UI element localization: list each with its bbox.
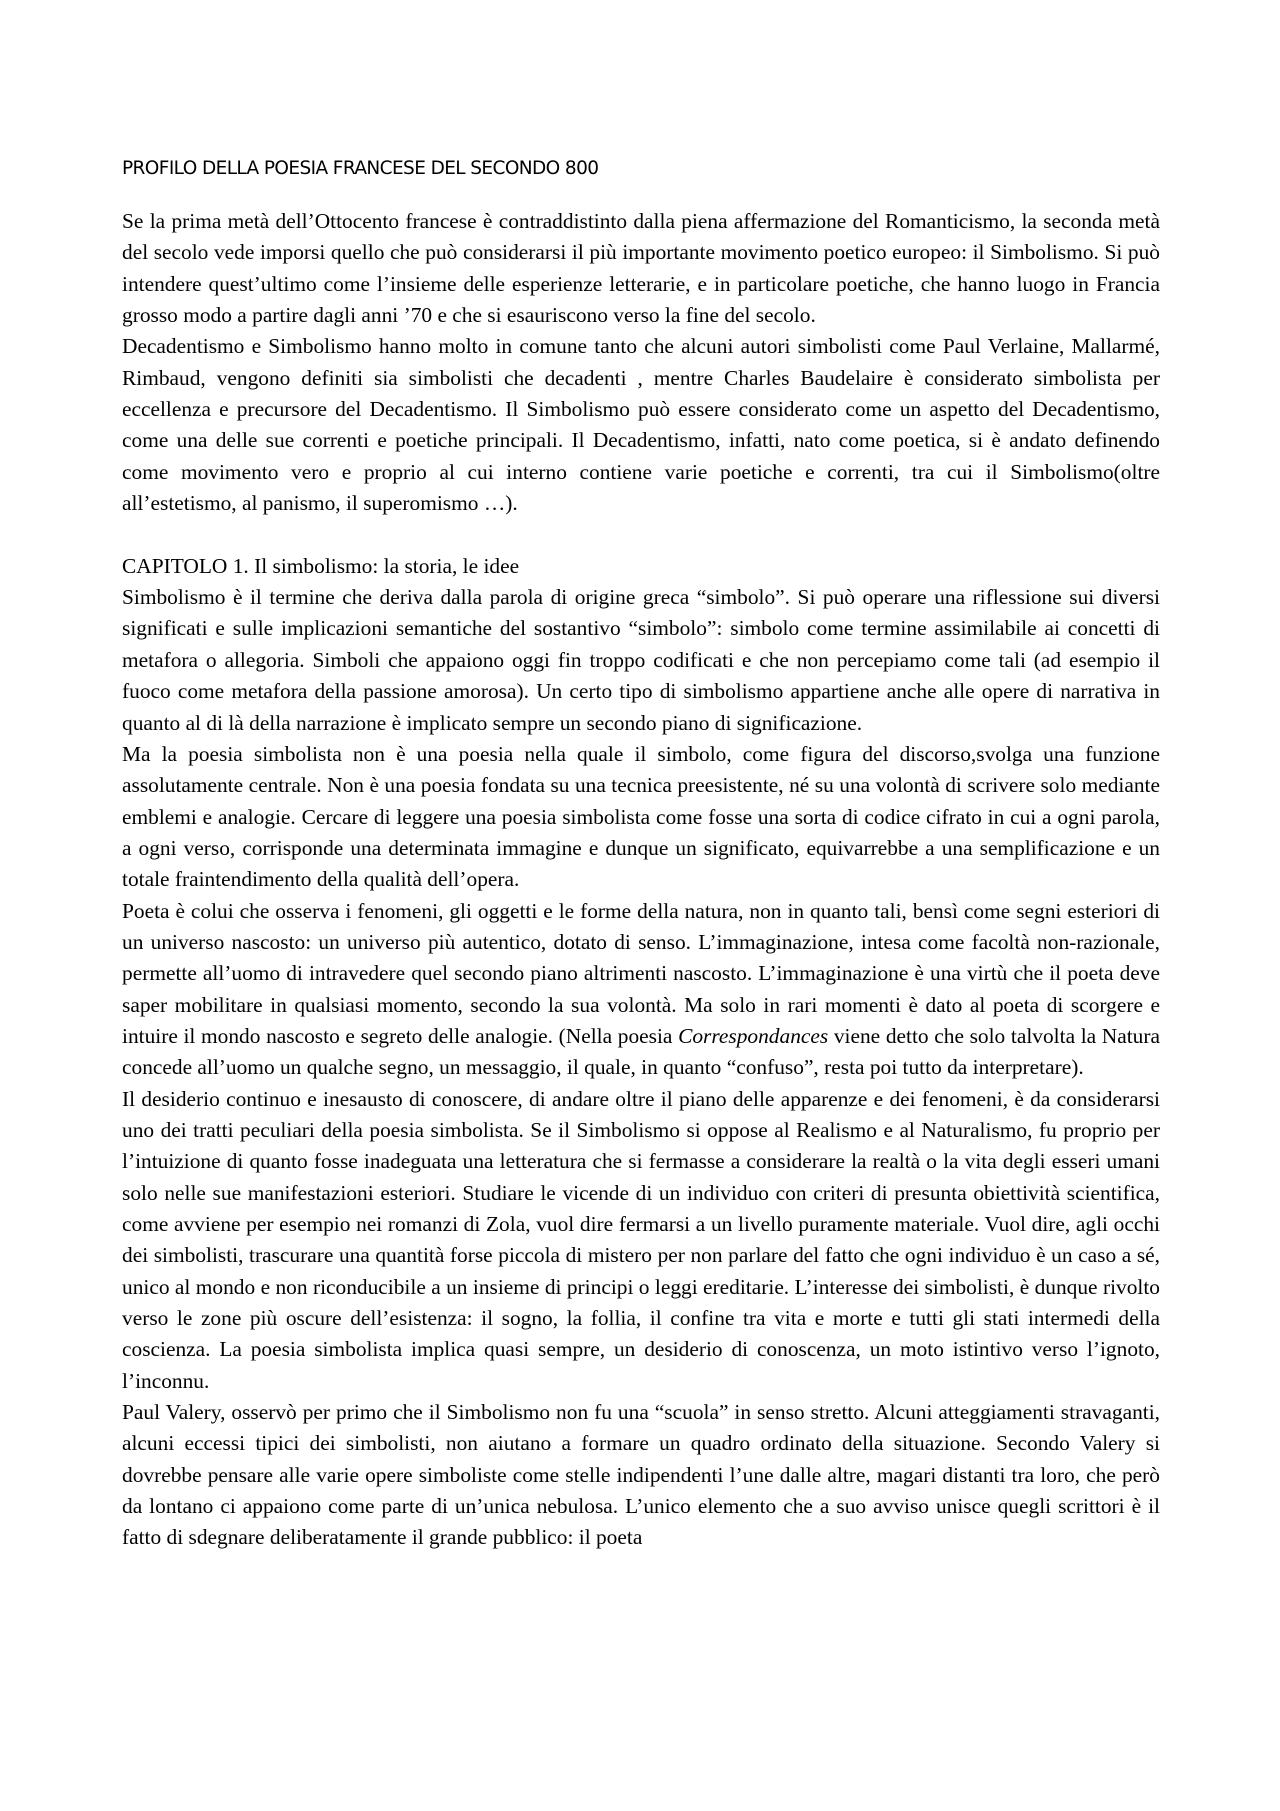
chapter-paragraph-4: Il desiderio continuo e inesausto di conoscere, di andare oltre il piano delle apparenze e dei fenomeni, è da considerarsi uno dei tratti peculiari della poesia simbolista. Se il Simbolismo si oppose al Realismo e al Naturalismo, fu proprio per l’intuizione di quanto fosse inadeguata una letteratura che si fermasse a considerare la realtà o la vita degli esseri umani solo nelle sue manifestazioni esteriori. Studiare le vicende di un individuo con criteri di presunta obiettività scientifica, come avviene per esempio nei romanzi di Zola, vuol dire fermarsi a un livello puramente materiale. Vuol dire, agli occhi dei simbolisti, trascurare una quantità forse piccola di mistero per non parlare del fatto che ogni individuo è un caso a sé, unico al mondo e non riconducibile a un insieme di principi o leggi ereditarie. L’interesse dei simbolisti, è dunque rivolto verso le zone più oscure dell’esistenza: il sogno, la follia, il confine tra vita e morte e tutti gli stati intermedi della coscienza. La poesia simbolista implica quasi sempre, un desiderio di conoscenza, un moto istintivo verso l’ignoto, l’inconnu. — [122, 1086, 1160, 1393]
chapter-paragraph-1: Simbolismo è il termine che deriva dalla parola di origine greca “simbolo”. Si può operare una riflessione sui diversi significati e sulle implicazioni semantiche del sostantivo “simbolo”: simbolo come termine assimilabile ai concetti di metafora o allegoria. Simboli che appaiono oggi fin troppo codificati e che non percepiamo come tali (ad esempio il fuoco come metafora della passione amorosa). Un certo tipo di simbolismo appartiene anche alle opere di narrativa in quanto al di là della narrazione è implicato sempre un secondo piano di significazione. — [122, 585, 1160, 735]
chapter-paragraph-3 — [122, 896, 1160, 1084]
blank-line — [122, 519, 1160, 550]
chapter-paragraph-3-text-after: viene detto che solo talvolta la Natura concede all’uomo un qualche segno, un messaggio, il quale, in quanto “confuso”, resta poi tutto da interpretare). — [122, 1023, 1160, 1080]
chapter-heading: CAPITOLO 1. Il simbolismo: la storia, le idee — [122, 553, 520, 578]
document-title: PROFILO DELLA POESIA FRANCESE DEL SECONDO 800 — [122, 158, 599, 179]
poem-title-correspondances: Correspondances — [678, 1023, 829, 1048]
chapter-paragraph-5: Paul Valery, osservò per primo che il Simbolismo non fu una “scuola” in senso stretto. Alcuni atteggiamenti stravaganti, alcuni eccessi tipici dei simbolisti, non aiutano a formare un quadro ordinato della situazione. Secondo Valery si dovrebbe pensare alle varie opere simboliste come stelle indipendenti l’une dalle altre, magari distanti tra loro, che però da lontano ci appaiono come parte di un’unica nebulosa. L’unico elemento che a suo avviso unisce quegli scrittori è il fatto di sdegnare deliberatamente il grande pubblico: il poeta — [122, 1400, 1160, 1550]
chapter-paragraph-3-text-before: Poeta è colui che osserva i fenomeni, gli oggetti e le forme della natura, non in quanto tali, bensì come segni esteriori di un universo nascosto: un universo più autentico, dotato di senso. L’immaginazione, intesa come facoltà non-razionale, permette all’uomo di intravedere quel secondo piano altrimenti nascosto. L’immaginazione è una virtù che il poeta deve saper mobilitare in qualsiasi momento, secondo la sua volontà. Ma solo in rari momenti è dato al poeta di scorgere e intuire il mondo nascosto e segreto delle analogie. (Nella poesia — [122, 898, 1160, 1048]
intro-paragraph-2: Decadentismo e Simbolismo hanno molto in comune tanto che alcuni autori simbolisti come Paul Verlaine, Mallarmé, Rimbaud, vengono definiti sia simbolisti che decadenti , mentre Charles Baudelaire è considerato simbolista per eccellenza e precursore del Decadentismo. Il Simbolismo può essere considerato come un aspetto del Decadentismo, come una delle sue correnti e poetiche principali. Il Decadentismo, infatti, nato come poetica, si è andato definendo come movimento vero e proprio al cui interno contiene varie poetiche e correnti, tra cui il Simbolismo(oltre all’estetismo, al panismo, il superomismo …). — [122, 334, 1160, 516]
document-body — [122, 206, 1160, 1554]
intro-paragraph-1: Se la prima metà dell’Ottocento francese è contraddistinto dalla piena affermazione del Romanticismo, la seconda metà del secolo vede imporsi quello che può considerarsi il più importante movimento poetico europeo: il Simbolismo. Si può intendere quest’ultimo come l’insieme delle esperienze letterarie, e in particolare poetiche, che hanno luogo in Francia grosso modo a partire dagli anni ’70 e che si esauriscono verso la fine del secolo. — [122, 209, 1160, 328]
chapter-paragraph-2: Ma la poesia simbolista non è una poesia nella quale il simbolo, come figura del discorso,svolga una funzione assolutamente centrale. Non è una poesia fondata su una tecnica preesistente, né su una volontà di scrivere solo mediante emblemi e analogie. Cercare di leggere una poesia simbolista come fosse una sorta di codice cifrato in cui a ogni parola, a ogni verso, corrisponde una determinata immagine e dunque un significato, equivarrebbe a una semplificazione e un totale fraintendimento della qualità dell’opera. — [122, 741, 1160, 892]
